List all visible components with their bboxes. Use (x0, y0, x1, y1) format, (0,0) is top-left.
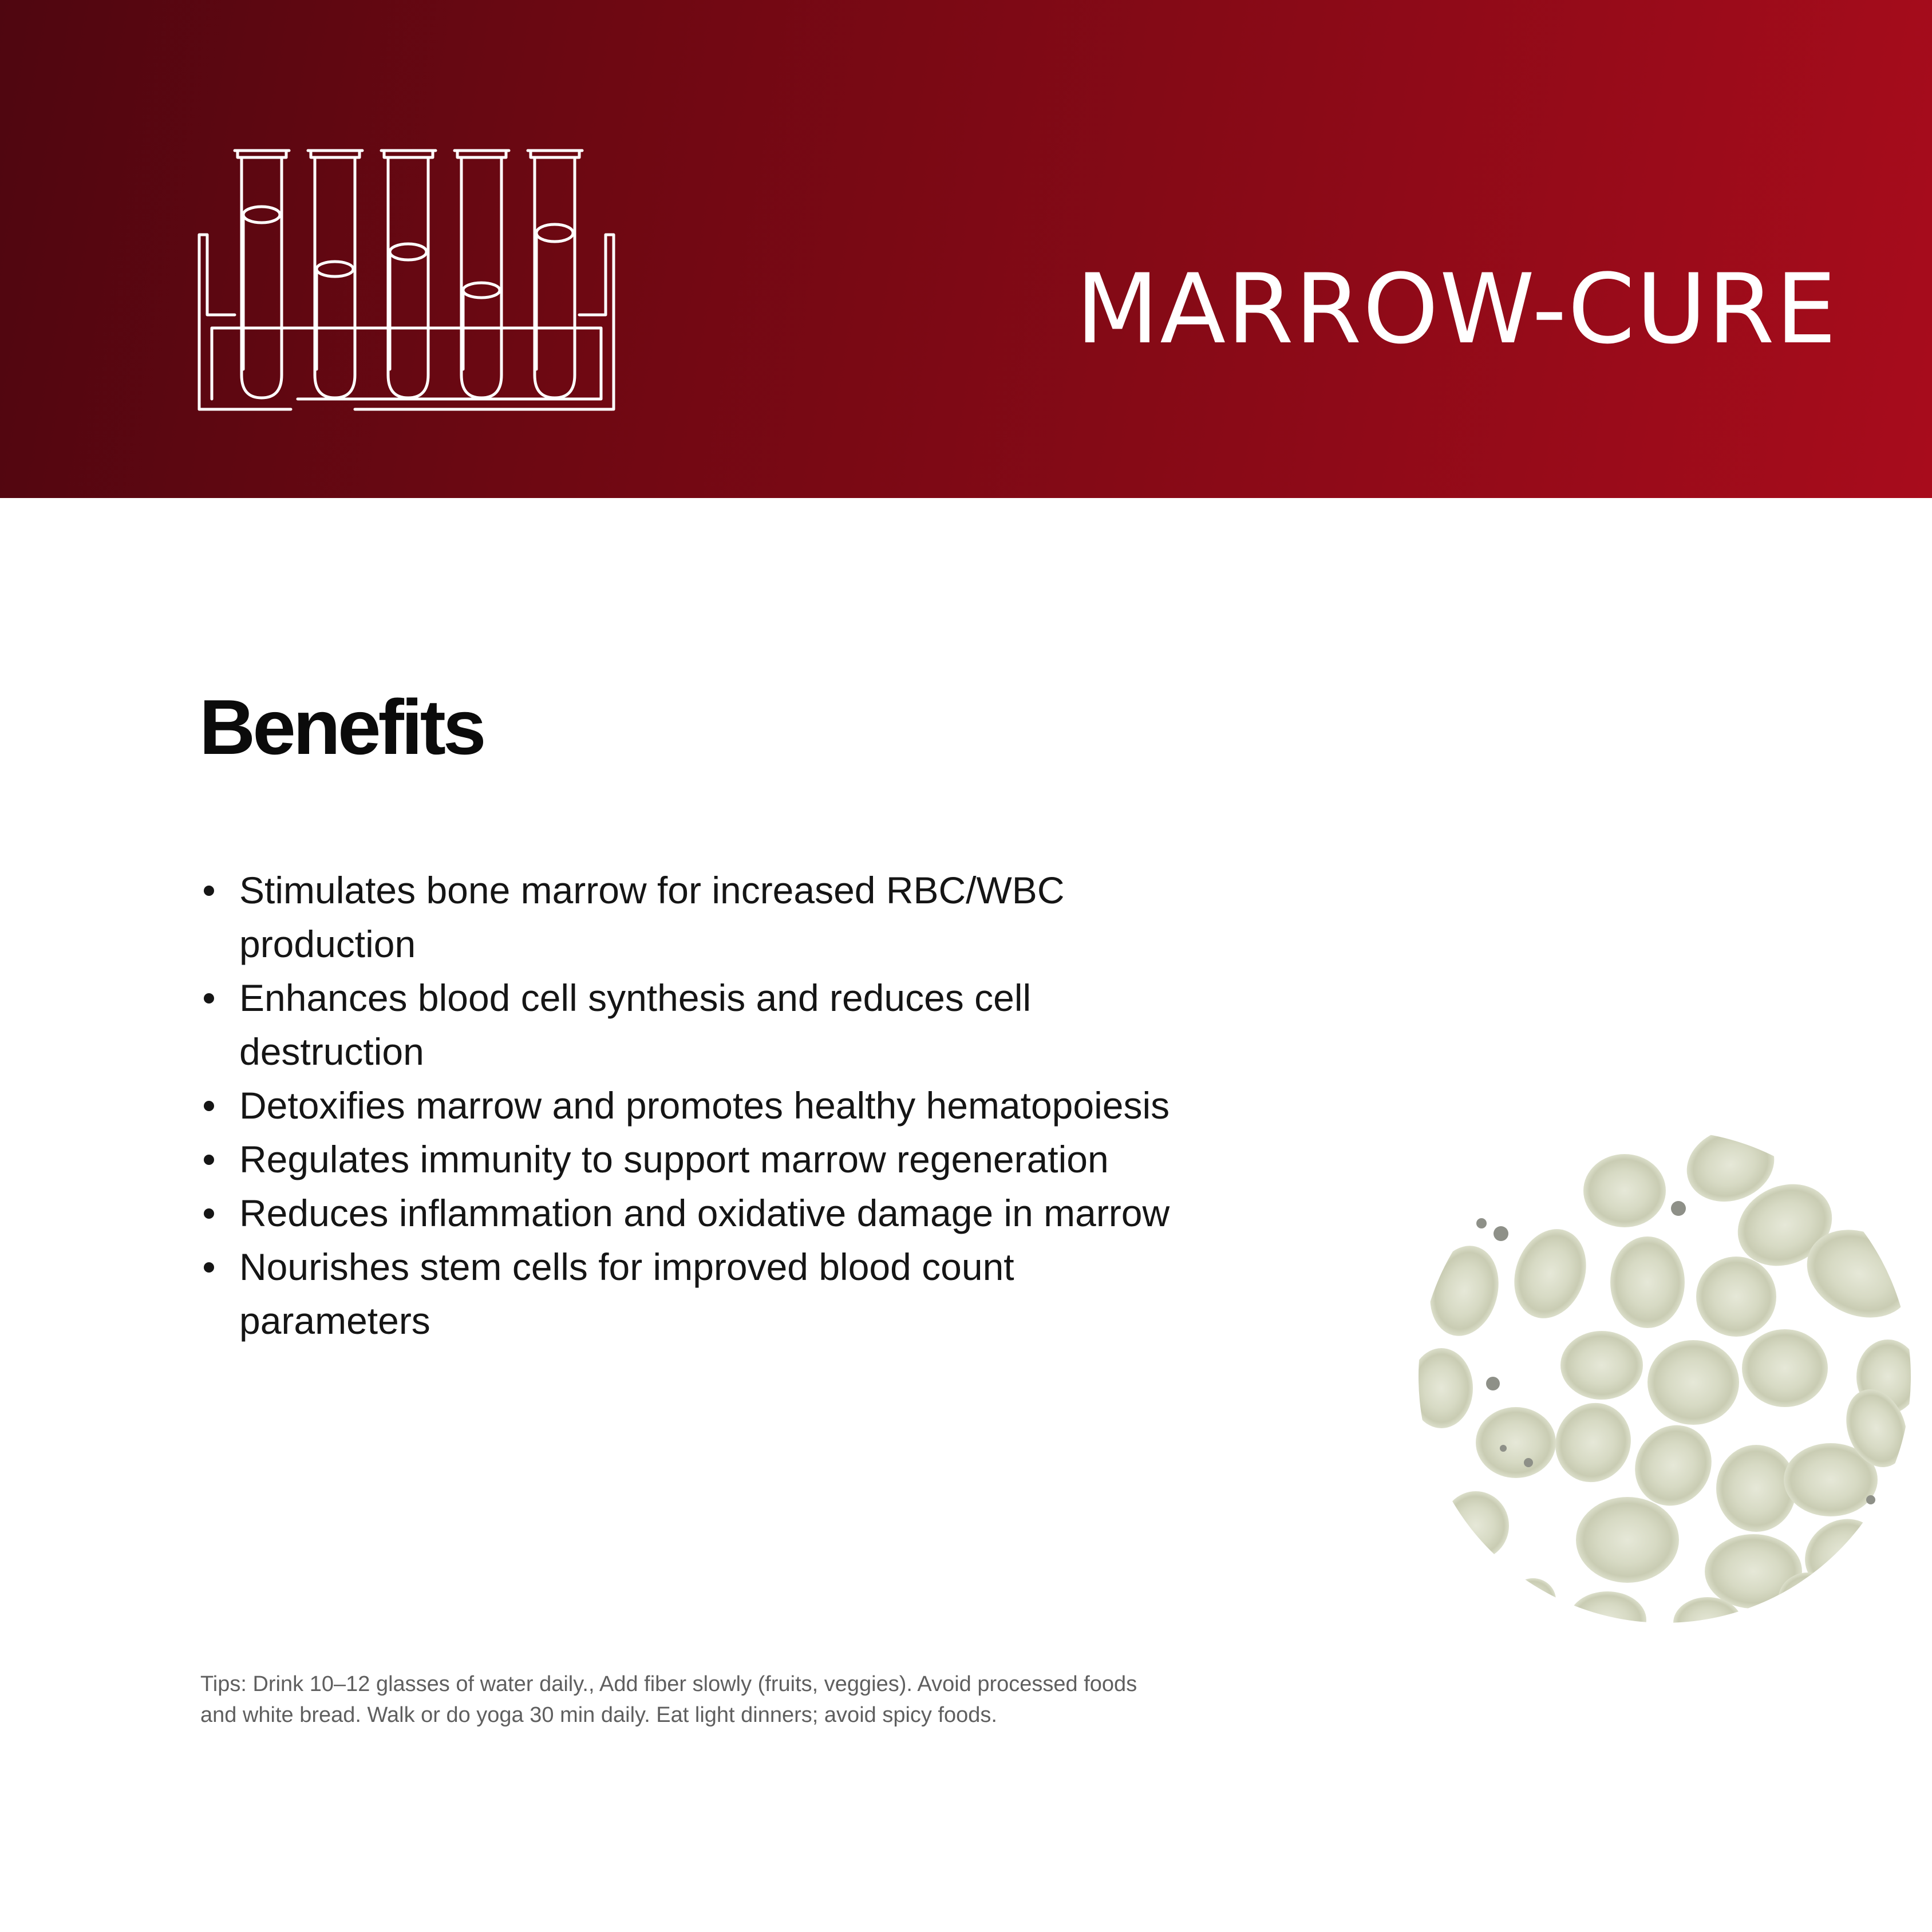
benefit-text: Reduces inflammation and oxidative damage in marrow (239, 1192, 1170, 1234)
list-item (199, 971, 1172, 1078)
bullet-icon (204, 1155, 214, 1165)
bullet-icon (204, 993, 214, 1003)
list-item (199, 1186, 1172, 1240)
bullet-icon (204, 886, 214, 896)
list-item (199, 863, 1172, 971)
list-item (199, 1078, 1172, 1132)
benefit-text: Detoxifies marrow and promotes healthy hematopoiesis (239, 1084, 1170, 1127)
tips-text: Tips: Drink 10–12 glasses of water daily., Add fiber slowly (fruits, veggies). Avoid processed foods and white bread. Walk or do yoga 30 min daily. Eat light dinners; avoid spicy foods. (200, 1672, 1137, 1727)
benefits-heading: Benefits (199, 683, 484, 771)
bullet-icon (204, 1101, 214, 1111)
benefit-text: Enhances blood cell synthesis and reduces cell destruction (239, 977, 1032, 1073)
benefit-text: Stimulates bone marrow for increased RBC/WBC production (239, 869, 1065, 965)
bullet-icon (204, 1208, 214, 1219)
test-tube-rack-icon (195, 140, 618, 421)
list-item (199, 1132, 1172, 1186)
header-banner (0, 0, 1932, 498)
benefit-text: Nourishes stem cells for improved blood count parameters (239, 1246, 1014, 1342)
brand-title: MARROW-CURE (1076, 253, 1838, 365)
blood-cells-illustration (1419, 1131, 1911, 1623)
benefits-list (199, 863, 1172, 1348)
list-item (199, 1240, 1172, 1348)
benefit-text: Regulates immunity to support marrow regeneration (239, 1138, 1109, 1180)
bullet-icon (204, 1262, 214, 1273)
